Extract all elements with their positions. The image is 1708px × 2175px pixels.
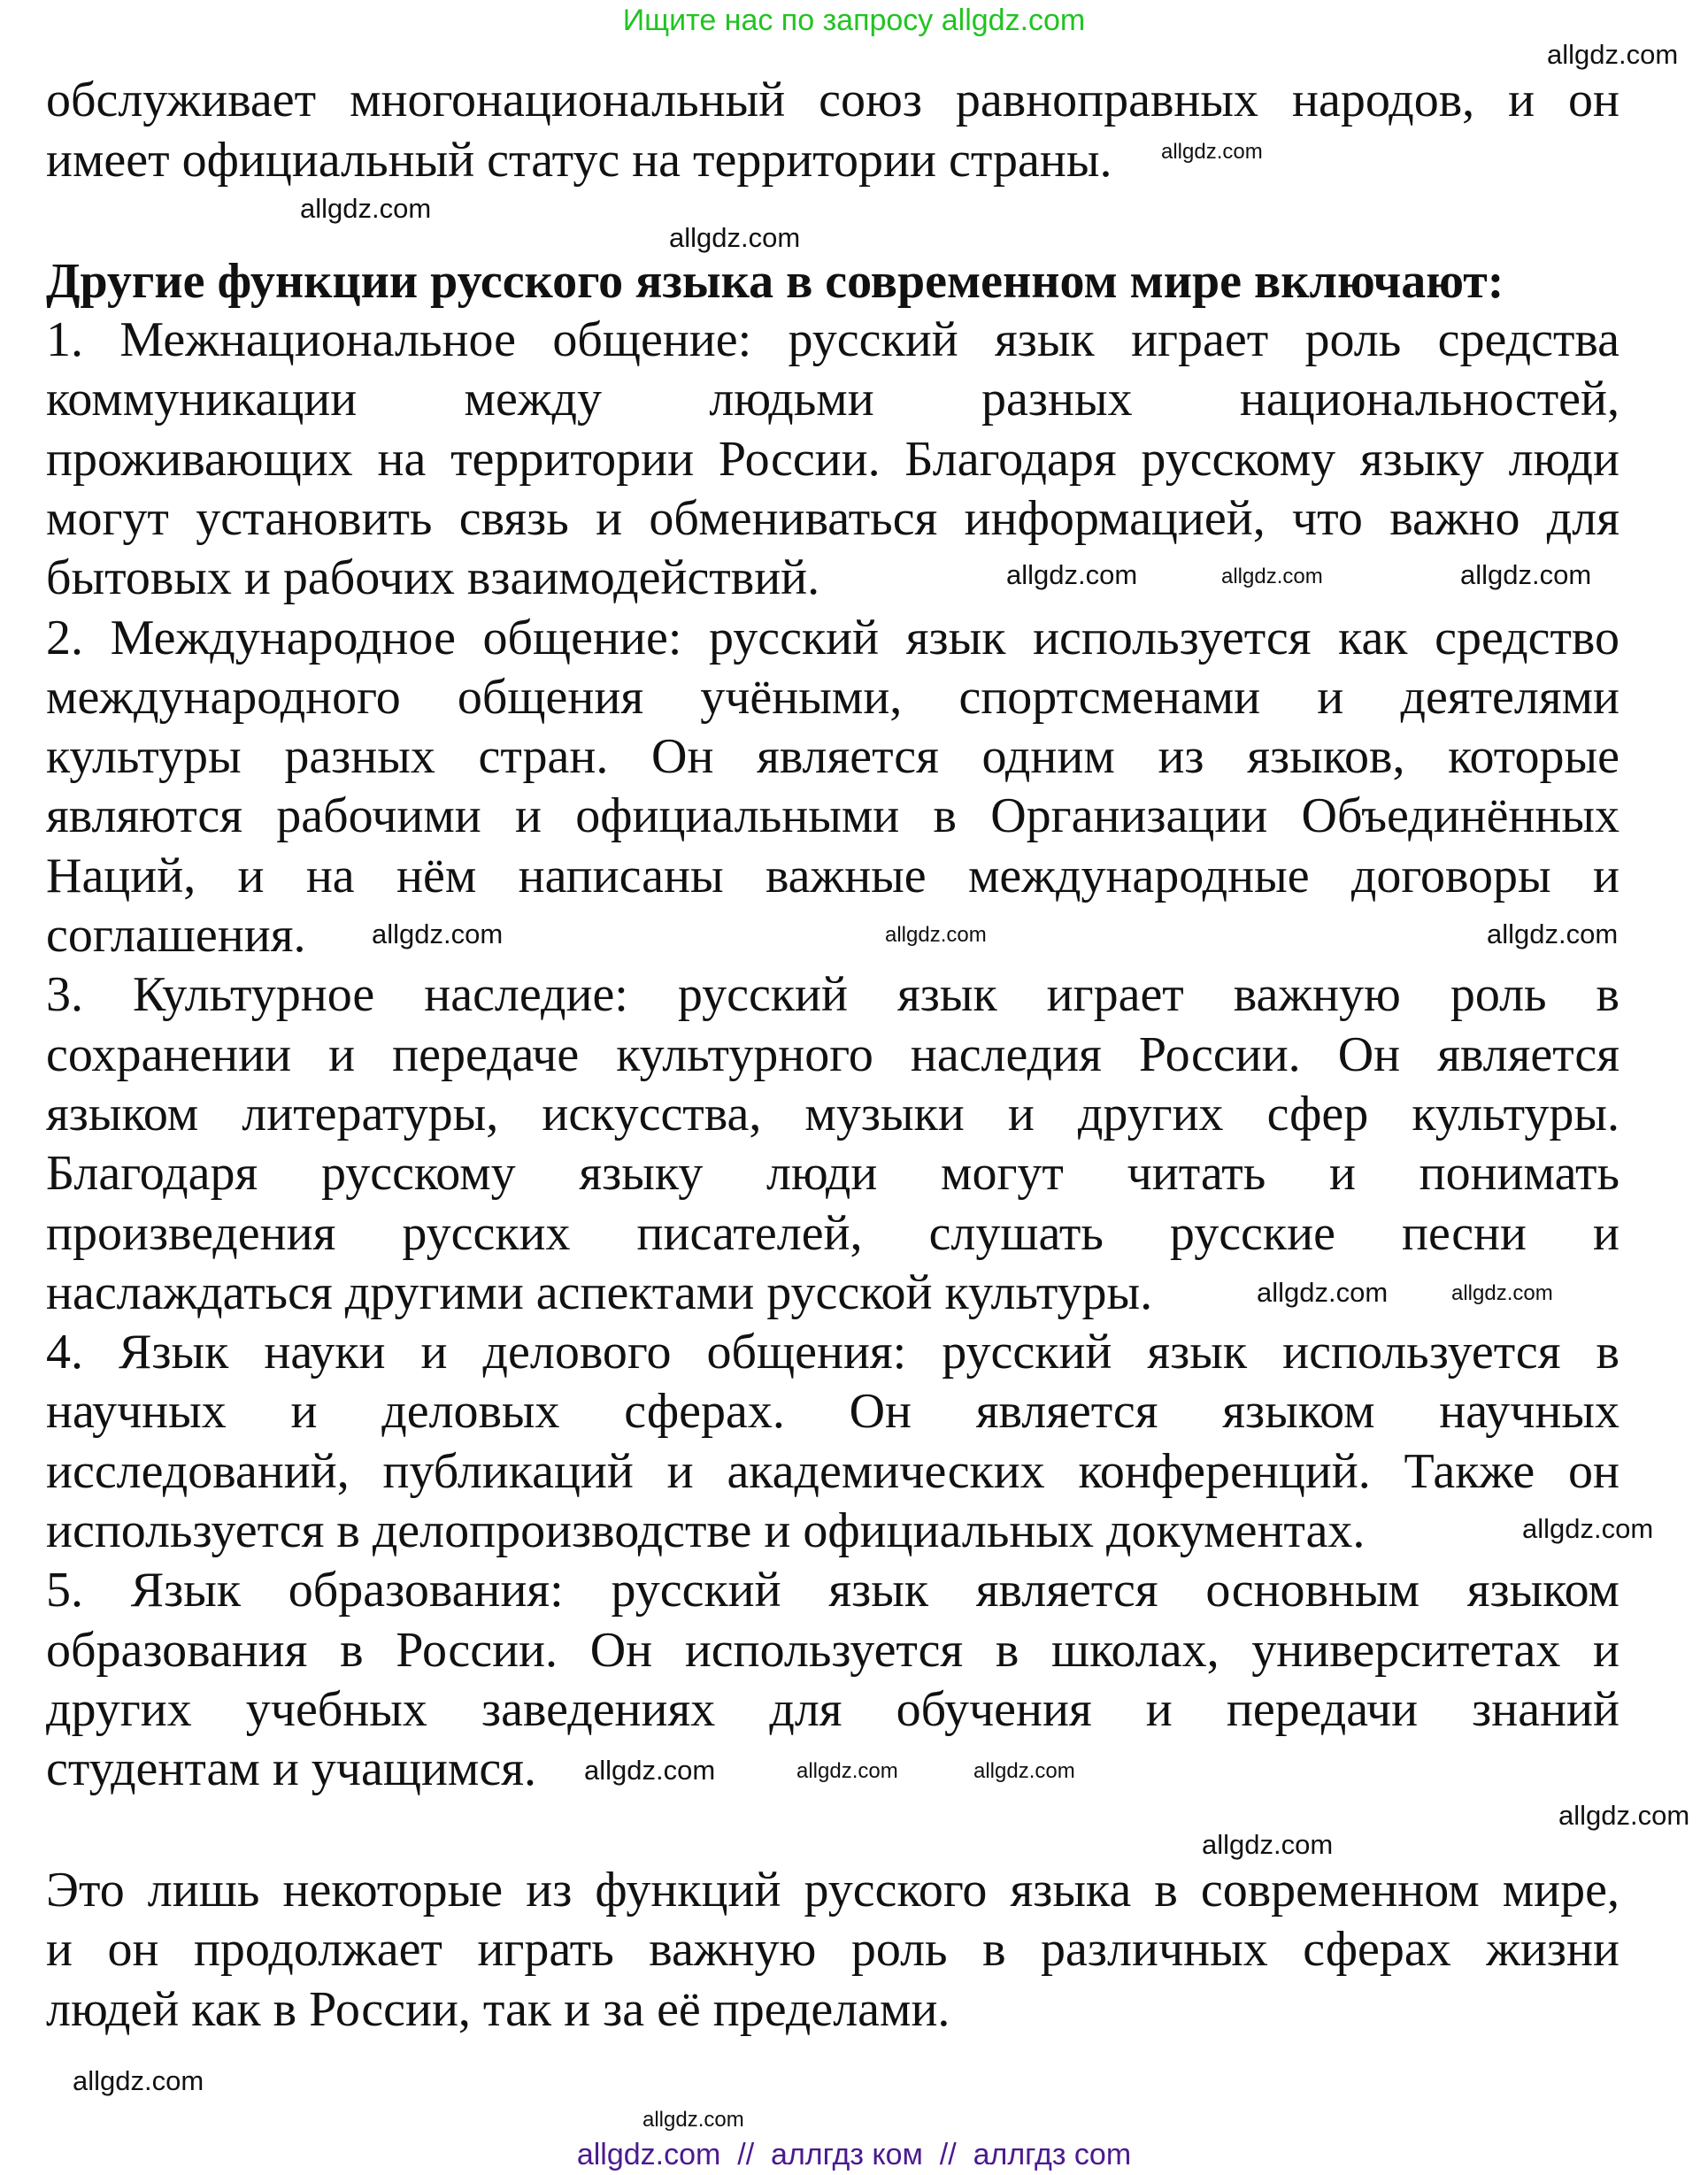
watermark-text: allgdz.com: [73, 2065, 204, 2096]
text-line: научных и деловых сферах. Он является языком научных: [46, 1384, 1620, 1439]
text-line: бытовых и рабочих взаимодействий.: [46, 550, 820, 605]
text-line: и он продолжает играть важную роль в различных сферах жизни: [46, 1922, 1620, 1977]
text-line: Благодаря русскому языку люди могут читать и понимать: [46, 1146, 1620, 1201]
watermark-text: allgdz.com: [1221, 565, 1323, 588]
text-line: соглашения.: [46, 908, 306, 963]
watermark-text: allgdz.com: [300, 193, 432, 224]
text-line: 1. Межнациональное общение: русский язык играет роль средства: [46, 312, 1620, 367]
watermark-text: allgdz.com: [796, 1759, 898, 1783]
text-line: сохранении и передаче культурного наследия России. Он является: [46, 1027, 1620, 1082]
text-line: 5. Язык образования: русский язык является основным языком: [46, 1563, 1620, 1618]
text-line: образования в России. Он используется в школах, университетах и: [46, 1623, 1620, 1678]
text-line: 2. Международное общение: русский язык используется как средство: [46, 611, 1620, 665]
watermark-text: allgdz.com: [1547, 39, 1679, 70]
text-line: Это лишь некоторые из функций русского языка в современном мире,: [46, 1863, 1620, 1918]
watermark-text: allgdz.com: [372, 918, 504, 949]
watermark-text: allgdz.com: [1161, 140, 1263, 164]
text-line: 3. Культурное наследие: русский язык играет важную роль в: [46, 967, 1620, 1022]
text-line: студентам и учащимся.: [46, 1741, 536, 1796]
watermark-text: allgdz.com: [669, 222, 801, 253]
watermark-text: allgdz.com: [1006, 559, 1138, 590]
text-line: являются рабочими и официальными в Организации Объединённых: [46, 788, 1620, 843]
text-line: Наций, и на нём написаны важные международные договоры и: [46, 849, 1620, 903]
text-line: обслуживает многонациональный союз равноправных народов, и он: [46, 73, 1620, 127]
watermark-text: allgdz.com: [1257, 1277, 1389, 1308]
watermark-text: allgdz.com: [1451, 1281, 1553, 1305]
watermark-text: allgdz.com: [1202, 1829, 1334, 1860]
text-line: языком литературы, искусства, музыки и других сфер культуры.: [46, 1087, 1620, 1141]
text-line: наслаждаться другими аспектами русской культуры.: [46, 1265, 1153, 1320]
watermark-text: allgdz.com: [1558, 1800, 1690, 1831]
watermark-text: allgdz.com: [973, 1759, 1075, 1783]
text-line: культуры разных стран. Он является одним из языков, которые: [46, 729, 1620, 784]
text-line: 4. Язык науки и делового общения: русский язык используется в: [46, 1325, 1620, 1380]
search-banner: Ищите нас по запросу allgdz.com: [622, 4, 1086, 37]
watermark-text: allgdz.com: [1487, 918, 1619, 949]
text-line: проживающих на территории России. Благодаря русскому языку люди: [46, 432, 1620, 487]
text-line: других учебных заведениях для обучения и передачи знаний: [46, 1682, 1620, 1737]
watermark-text: allgdz.com: [1522, 1513, 1654, 1544]
text-line: исследований, публикаций и академических конференций. Также он: [46, 1444, 1620, 1499]
text-line: имеет официальный статус на территории страны.: [46, 133, 1112, 188]
watermark-text: allgdz.com: [885, 923, 987, 947]
text-line: международного общения учёными, спортсменами и деятелями: [46, 670, 1620, 725]
section-heading: Другие функции русского языка в современном мире включают:: [46, 254, 1504, 309]
watermark-text: allgdz.com: [584, 1755, 716, 1786]
watermark-text: allgdz.com: [642, 2108, 744, 2132]
footer-banner: allgdz.com // аллгдз ком // аллгдз com: [576, 2138, 1132, 2171]
text-line: людей как в России, так и за её пределами.: [46, 1982, 950, 2037]
text-line: могут установить связь и обмениваться информацией, что важно для: [46, 491, 1620, 546]
text-line: произведения русских писателей, слушать русские песни и: [46, 1206, 1620, 1261]
watermark-text: allgdz.com: [1460, 559, 1592, 590]
text-line: используется в делопроизводстве и официальных документах.: [46, 1503, 1366, 1558]
text-line: коммуникации между людьми разных национальностей,: [46, 372, 1620, 427]
